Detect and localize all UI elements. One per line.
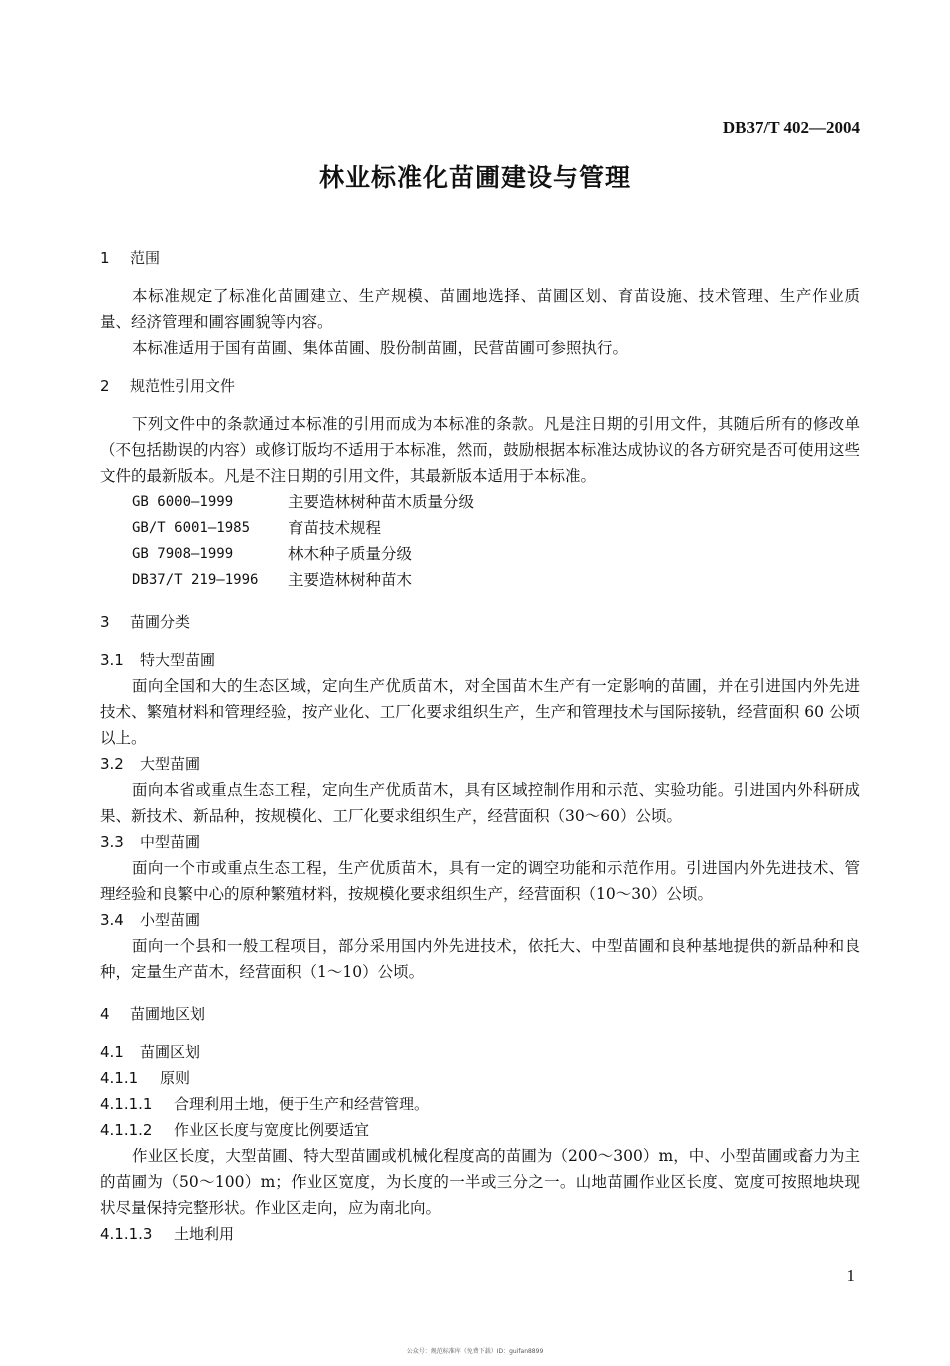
- subsection-title: 小型苗圃: [140, 911, 201, 929]
- item-heading: [100, 1117, 860, 1143]
- paragraph: 作业区长度，大型苗圃、特大型苗圃或机械化程度高的苗圃为（200～300）m，中、小型苗圃或畜力为主的苗圃为（50～100）m；作业区宽度，为长度的一半或三分之一。山地苗圃作业区长度、宽度可按照地块现状尽量保持完整形状。作业区走向，应为南北向。: [100, 1147, 860, 1217]
- section-number: 2: [100, 377, 110, 395]
- reference-code: GB 7908—1999: [132, 546, 234, 562]
- section-title: 苗圃分类: [130, 613, 191, 631]
- subsection-heading: [100, 829, 860, 855]
- paragraph: 面向一个市或重点生态工程，生产优质苗木，具有一定的调空功能和示范作用。引进国内外先进技术、管理经验和良繁中心的原种繁殖材料，按规模化要求组织生产，经营面积（10～30）公顷。: [100, 859, 860, 903]
- paragraph: 面向一个县和一般工程项目，部分采用国内外先进技术，依托大、中型苗圃和良种基地提供的新品种和良种，定量生产苗木，经营面积（1～10）公顷。: [100, 937, 860, 981]
- clause-number: 4.1.1: [100, 1069, 139, 1087]
- paragraph: 面向本省或重点生态工程，定向生产优质苗木，具有区域控制作用和示范、实验功能。引进国内外科研成果、新技术、新品种，按规模化、工厂化要求组织生产，经营面积（30～60）公顷。: [100, 781, 860, 825]
- subsection-heading: [100, 1039, 860, 1065]
- subsection-heading: [100, 907, 860, 933]
- section-title: 规范性引用文件: [130, 377, 236, 395]
- footer-note: 公众号：规范标准库（免费下载）ID：guifan8899: [406, 1348, 544, 1355]
- subsection-title: 苗圃区划: [140, 1043, 201, 1061]
- clause-heading: [100, 1065, 860, 1091]
- reference-name: 林木种子质量分级: [288, 545, 413, 563]
- section-number: 3: [100, 613, 110, 631]
- paragraph: 本标准适用于国有苗圃、集体苗圃、股份制苗圃，民营苗圃可参照执行。: [132, 339, 629, 357]
- subsection-number: 3.2: [100, 755, 124, 773]
- section-title: 范围: [130, 249, 161, 267]
- item-heading: [100, 1091, 860, 1117]
- section-1-heading: [100, 245, 860, 271]
- subsection-heading: [100, 647, 860, 673]
- reference-item: [100, 541, 860, 567]
- paragraph: 本标准规定了标准化苗圃建立、生产规模、苗圃地选择、苗圃区划、育苗设施、技术管理、生产作业质量、经济管理和圃容圃貌等内容。: [100, 287, 860, 331]
- reference-code: GB 6000—1999: [132, 494, 234, 510]
- subsection-title: 大型苗圃: [140, 755, 201, 773]
- reference-code: GB/T 6001—1985: [132, 520, 251, 536]
- reference-list: [100, 489, 860, 593]
- reference-name: 育苗技术规程: [288, 519, 382, 537]
- item-text: 作业区长度与宽度比例要适宜: [174, 1121, 370, 1139]
- section-2-heading: [100, 373, 860, 399]
- subsection-number: 4.1: [100, 1043, 124, 1061]
- reference-name: 主要造林树种苗木: [288, 571, 413, 589]
- section-number: 1: [100, 249, 110, 267]
- reference-item: [100, 567, 860, 593]
- clause-title: 原则: [160, 1069, 191, 1087]
- subsection-heading: [100, 751, 860, 777]
- document-title: 林业标准化苗圃建设与管理: [318, 163, 631, 192]
- subsection-number: 3.1: [100, 651, 124, 669]
- page-number: 1: [846, 1266, 855, 1285]
- item-number: 4.1.1.3: [100, 1225, 153, 1243]
- reference-code: DB37/T 219—1996: [132, 572, 259, 588]
- item-text: 合理利用土地，便于生产和经营管理。: [174, 1095, 430, 1113]
- item-number: 4.1.1.2: [100, 1121, 153, 1139]
- document-body: [100, 245, 860, 1247]
- reference-item: [100, 515, 860, 541]
- item-text: 土地利用: [174, 1225, 235, 1243]
- paragraph: 面向全国和大的生态区域，定向生产优质苗木，对全国苗木生产有一定影响的苗圃，并在引进国内外先进技术、繁殖材料和管理经验，按产业化、工厂化要求组织生产，生产和管理技术与国际接轨，经营面积 60 公顷以上。: [100, 677, 860, 747]
- subsection-title: 中型苗圃: [140, 833, 201, 851]
- item-number: 4.1.1.1: [100, 1095, 153, 1113]
- standard-number: DB37/T 402—2004: [722, 118, 860, 137]
- reference-item: [100, 489, 860, 515]
- section-title: 苗圃地区划: [130, 1005, 206, 1023]
- section-number: 4: [100, 1005, 110, 1023]
- paragraph: 下列文件中的条款通过本标准的引用而成为本标准的条款。凡是注日期的引用文件，其随后所有的修改单（不包括勘误的内容）或修订版均不适用于本标准，然而，鼓励根据本标准达成协议的各方研究是否可使用这些文件的最新版本。凡是不注日期的引用文件，其最新版本适用于本标准。: [100, 415, 860, 485]
- section-3-heading: [100, 609, 860, 635]
- subsection-title: 特大型苗圃: [140, 651, 216, 669]
- subsection-number: 3.4: [100, 911, 124, 929]
- reference-name: 主要造林树种苗木质量分级: [288, 493, 475, 511]
- section-4-heading: [100, 1001, 860, 1027]
- subsection-number: 3.3: [100, 833, 124, 851]
- item-heading: [100, 1221, 860, 1247]
